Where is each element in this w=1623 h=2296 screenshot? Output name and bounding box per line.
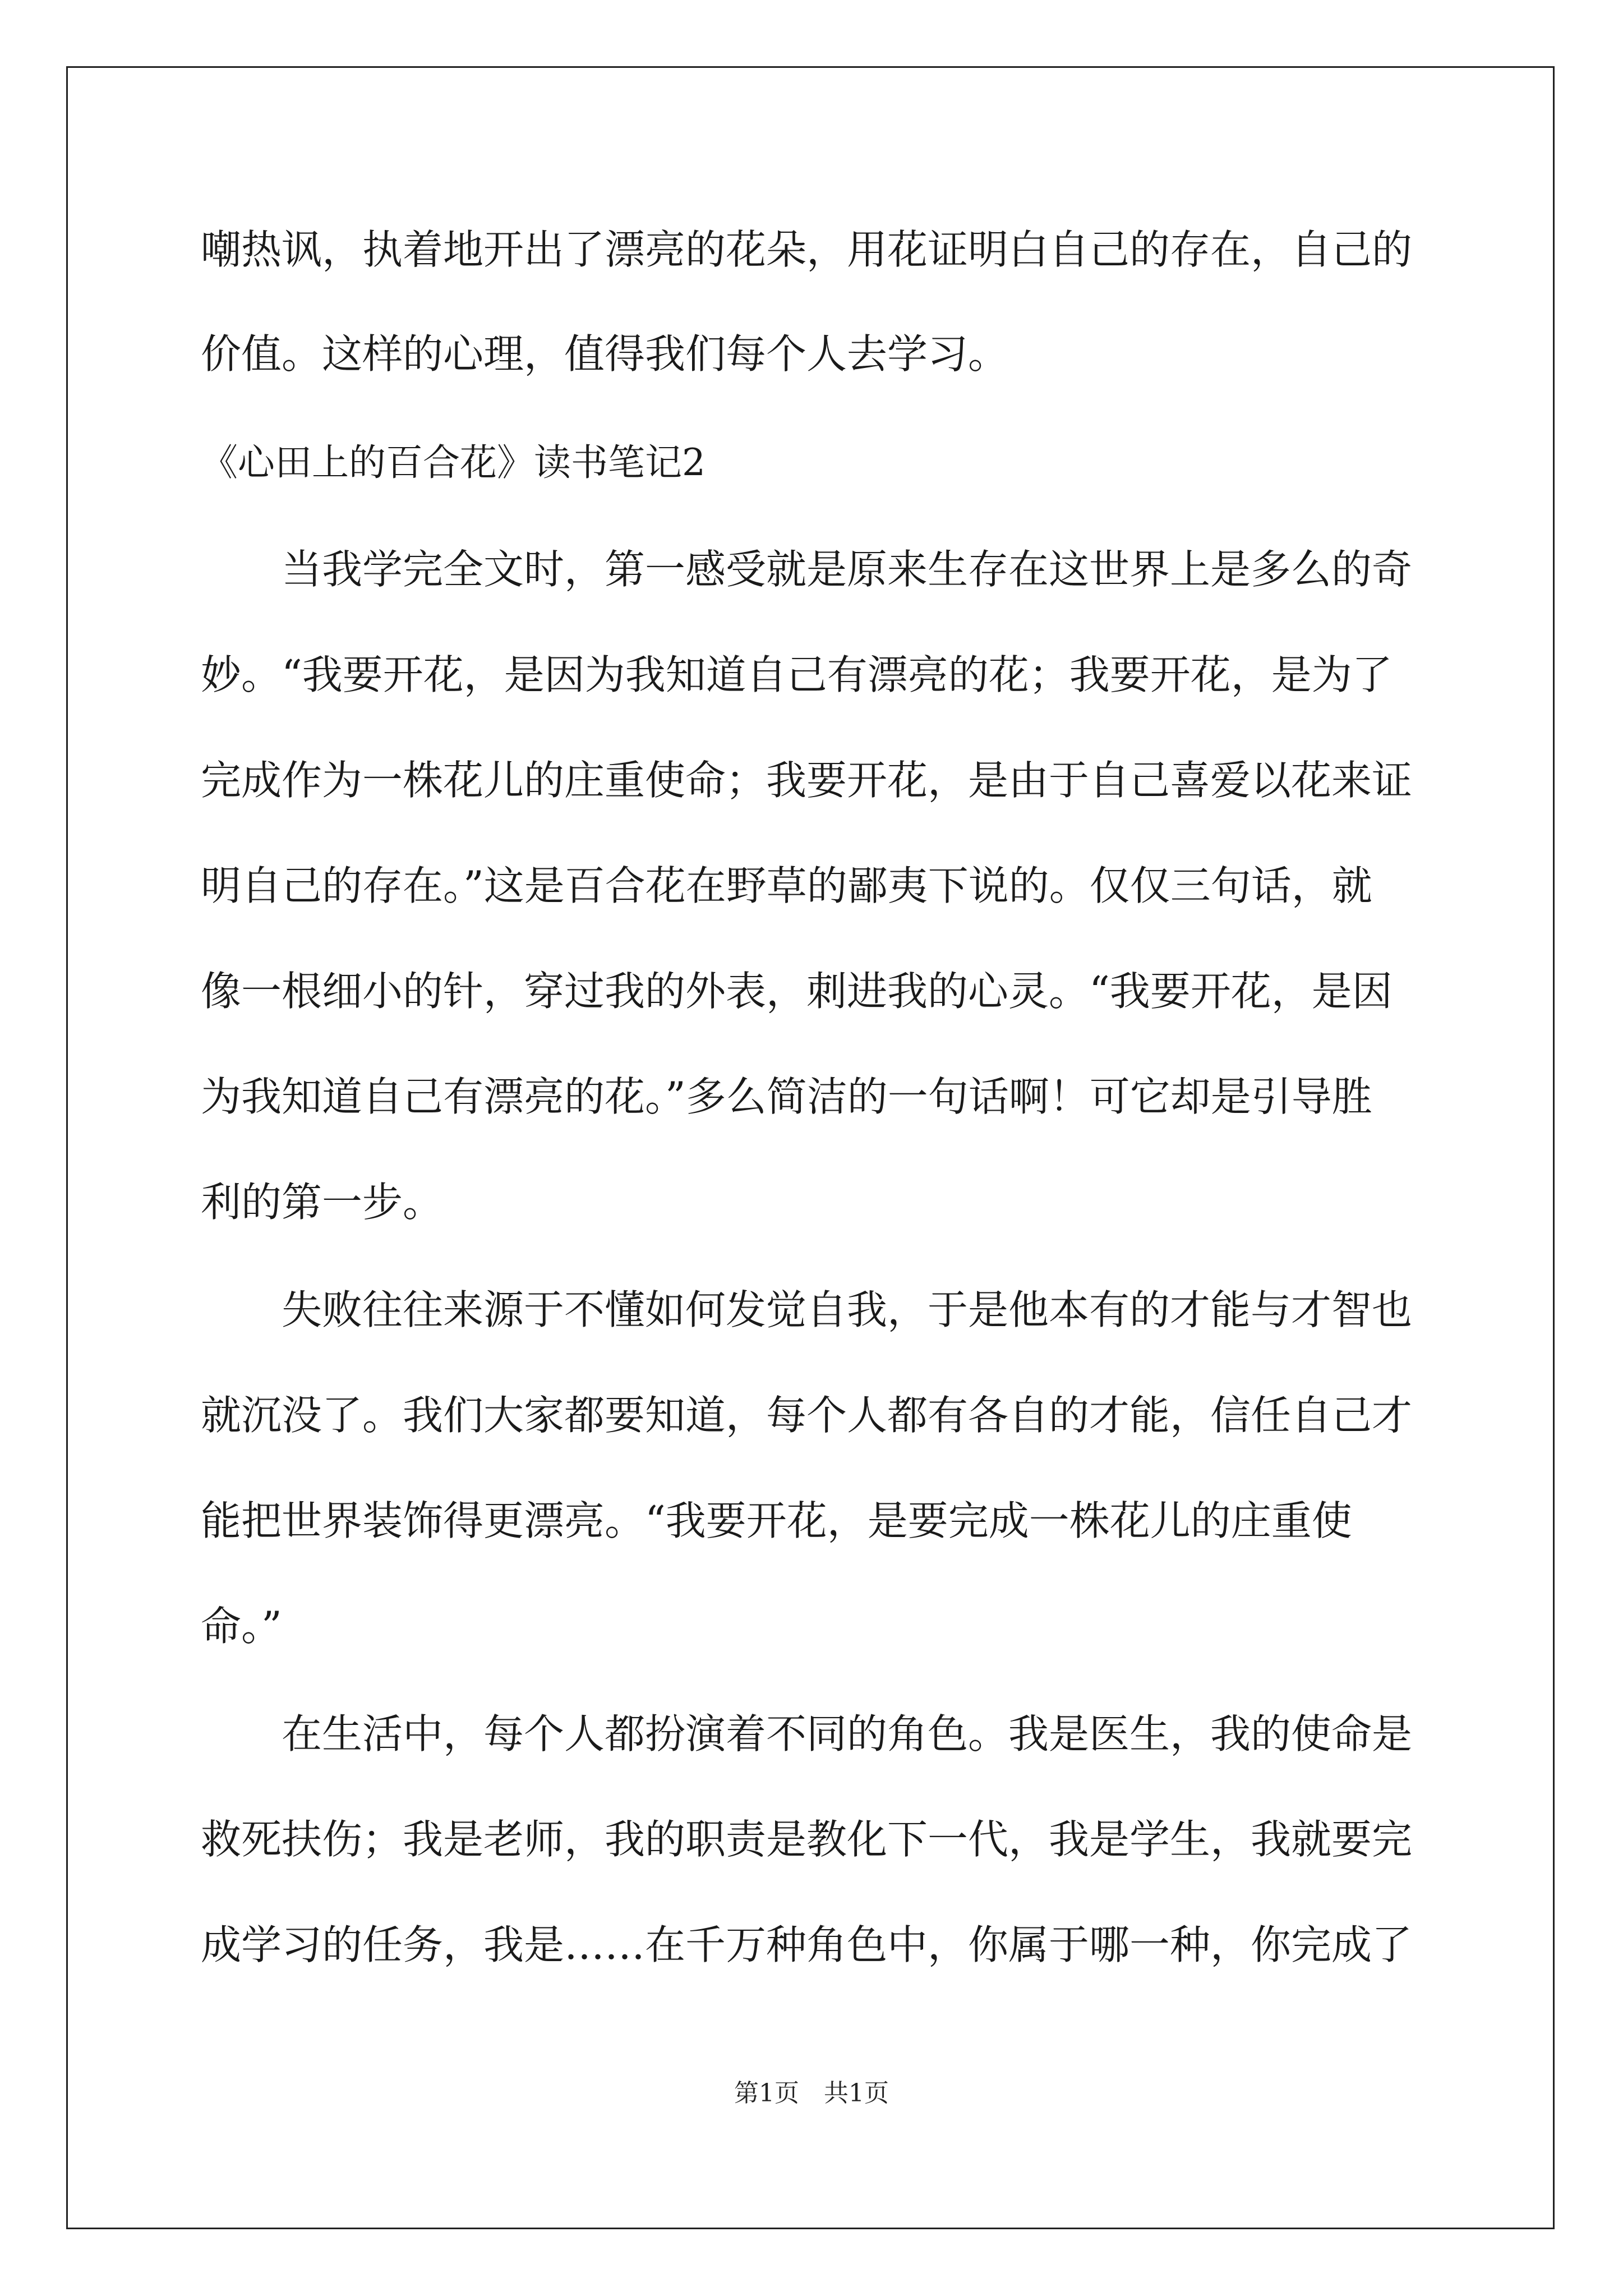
- text-line: 命。”: [201, 1603, 282, 1650]
- section-heading: 《心田上的百合花》读书笔记2: [201, 441, 706, 484]
- paragraph-first-line: 失败往往来源于不懂如何发觉自我，于是他本有的才能与才智也: [282, 1286, 1413, 1333]
- text-line: 妙。“我要开花，是因为我知道自己有漂亮的花；我要开花，是为了: [201, 651, 1393, 698]
- text-line: 明自己的存在。”这是百合花在野草的鄙夷下说的。仅仅三句话，就: [201, 862, 1372, 909]
- text-line: 救死扶伤；我是老师，我的职责是教化下一代，我是学生，我就要完: [201, 1816, 1413, 1863]
- text-line: 就沉没了。我们大家都要知道，每个人都有各自的才能，信任自己才: [201, 1392, 1413, 1439]
- text-line: 成学习的任务，我是……在千万种角色中，你属于哪一种，你完成了: [201, 1921, 1413, 1968]
- text-line: 嘲热讽，执着地开出了漂亮的花朵，用花证明白自己的存在，自己的: [201, 226, 1413, 273]
- page-footer: 第1页 共1页: [734, 2079, 889, 2108]
- page-border: [66, 66, 1555, 2229]
- text-line: 利的第一步。: [201, 1179, 444, 1226]
- paragraph-first-line: 当我学完全文时，第一感受就是原来生存在这世界上是多么的奇: [282, 546, 1413, 593]
- text-line: 能把世界装饰得更漂亮。“我要开花，是要完成一株花儿的庄重使: [201, 1497, 1352, 1544]
- paragraph-first-line: 在生活中，每个人都扮演着不同的角色。我是医生，我的使命是: [282, 1710, 1413, 1757]
- text-line: 为我知道自己有漂亮的花。”多么简洁的一句话啊！可它却是引导胜: [201, 1073, 1372, 1120]
- text-line: 价值。这样的心理，值得我们每个人去学习。: [201, 330, 1009, 378]
- text-line: 像一根细小的针，穿过我的外表，刺进我的心灵。“我要开花，是因: [201, 968, 1393, 1015]
- text-line: 完成作为一株花儿的庄重使命；我要开花，是由于自己喜爱以花来证: [201, 757, 1413, 804]
